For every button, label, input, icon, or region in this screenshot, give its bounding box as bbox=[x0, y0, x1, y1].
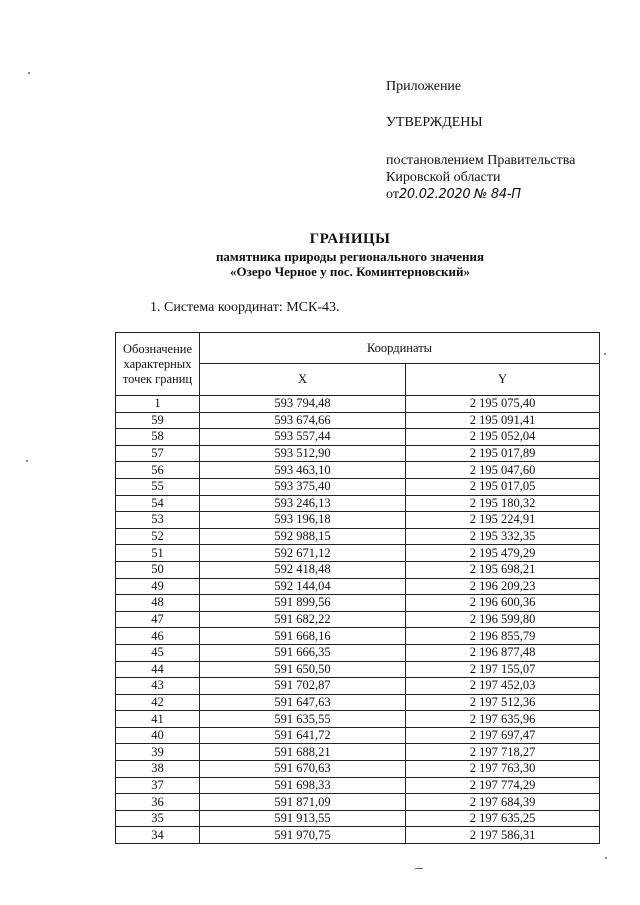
point-cell: 56 bbox=[116, 462, 200, 479]
y-cell: 2 196 209,23 bbox=[406, 578, 600, 595]
point-cell: 59 bbox=[116, 412, 200, 429]
table-row bbox=[116, 810, 600, 827]
x-cell: 591 970,75 bbox=[200, 827, 406, 844]
scan-speck bbox=[26, 460, 28, 462]
x-cell: 591 670,63 bbox=[200, 761, 406, 778]
table-row bbox=[116, 429, 600, 446]
header-x: X bbox=[200, 364, 406, 396]
point-cell: 44 bbox=[116, 661, 200, 678]
x-cell: 591 913,55 bbox=[200, 810, 406, 827]
x-cell: 591 899,56 bbox=[200, 595, 406, 612]
point-cell: 38 bbox=[116, 761, 200, 778]
point-cell: 50 bbox=[116, 561, 200, 578]
header-point: Обозначение характерных точек границ bbox=[116, 333, 200, 396]
appendix-block bbox=[386, 78, 626, 203]
title-line-2: памятника природы регионального значения bbox=[215, 249, 485, 264]
y-cell: 2 195 479,29 bbox=[406, 545, 600, 562]
table-row bbox=[116, 744, 600, 761]
x-cell: 591 647,63 bbox=[200, 694, 406, 711]
x-cell: 591 682,22 bbox=[200, 611, 406, 628]
x-cell: 592 418,48 bbox=[200, 561, 406, 578]
y-cell: 2 195 180,32 bbox=[406, 495, 600, 512]
scan-speck bbox=[415, 868, 423, 869]
table-row bbox=[116, 611, 600, 628]
y-cell: 2 195 052,04 bbox=[406, 429, 600, 446]
point-cell: 39 bbox=[116, 744, 200, 761]
y-cell: 2 196 599,80 bbox=[406, 611, 600, 628]
decree-date: 20.02.2020 bbox=[398, 187, 471, 202]
x-cell: 591 635,55 bbox=[200, 711, 406, 728]
point-cell: 49 bbox=[116, 578, 200, 595]
title-line-3: «Озеро Черное у пос. Коминтерновский» bbox=[230, 264, 470, 279]
point-cell: 46 bbox=[116, 628, 200, 645]
y-cell: 2 197 763,30 bbox=[406, 761, 600, 778]
table-row bbox=[116, 661, 600, 678]
x-cell: 593 196,18 bbox=[200, 512, 406, 529]
table-row bbox=[116, 628, 600, 645]
point-cell: 45 bbox=[116, 644, 200, 661]
y-cell: 2 197 512,36 bbox=[406, 694, 600, 711]
x-cell: 593 463,10 bbox=[200, 462, 406, 479]
table-row bbox=[116, 396, 600, 413]
decree-line-2: Кировской области bbox=[386, 170, 501, 185]
y-cell: 2 197 718,27 bbox=[406, 744, 600, 761]
table-row bbox=[116, 545, 600, 562]
table-row bbox=[116, 694, 600, 711]
y-cell: 2 197 155,07 bbox=[406, 661, 600, 678]
scan-speck bbox=[604, 353, 606, 355]
x-cell: 591 688,21 bbox=[200, 744, 406, 761]
y-cell: 2 195 017,89 bbox=[406, 445, 600, 462]
point-cell: 58 bbox=[116, 429, 200, 446]
point-cell: 34 bbox=[116, 827, 200, 844]
y-cell: 2 195 075,40 bbox=[406, 396, 600, 413]
x-cell: 591 702,87 bbox=[200, 678, 406, 695]
y-cell: 2 195 017,05 bbox=[406, 478, 600, 495]
point-cell: 37 bbox=[116, 777, 200, 794]
table-row bbox=[116, 561, 600, 578]
decree-line-1: постановлением Правительства bbox=[386, 153, 576, 168]
table-row bbox=[116, 644, 600, 661]
point-cell: 47 bbox=[116, 611, 200, 628]
point-cell: 1 bbox=[116, 396, 200, 413]
table-row bbox=[116, 495, 600, 512]
table-row bbox=[116, 595, 600, 612]
point-cell: 57 bbox=[116, 445, 200, 462]
y-cell: 2 197 635,25 bbox=[406, 810, 600, 827]
x-cell: 592 988,15 bbox=[200, 528, 406, 545]
table-row bbox=[116, 478, 600, 495]
point-cell: 36 bbox=[116, 794, 200, 811]
y-cell: 2 196 855,79 bbox=[406, 628, 600, 645]
table-row bbox=[116, 512, 600, 529]
point-cell: 53 bbox=[116, 512, 200, 529]
x-cell: 593 246,13 bbox=[200, 495, 406, 512]
decree-number: № 84-П bbox=[473, 187, 521, 202]
table-row bbox=[116, 528, 600, 545]
table-row bbox=[116, 727, 600, 744]
point-cell: 40 bbox=[116, 727, 200, 744]
title-main: ГРАНИЦЫ bbox=[309, 231, 391, 247]
x-cell: 593 794,48 bbox=[200, 396, 406, 413]
point-cell: 54 bbox=[116, 495, 200, 512]
decree-date-line bbox=[386, 186, 626, 203]
table-row bbox=[116, 412, 600, 429]
coordinate-system-label: 1. Система координат: МСК-43. bbox=[150, 300, 340, 315]
point-cell: 35 bbox=[116, 810, 200, 827]
point-cell: 42 bbox=[116, 694, 200, 711]
point-cell: 51 bbox=[116, 545, 200, 562]
x-cell: 591 668,16 bbox=[200, 628, 406, 645]
y-cell: 2 197 635,96 bbox=[406, 711, 600, 728]
table-row bbox=[116, 578, 600, 595]
x-cell: 591 698,33 bbox=[200, 777, 406, 794]
table-row bbox=[116, 462, 600, 479]
y-cell: 2 197 586,31 bbox=[406, 827, 600, 844]
coordinates-table bbox=[115, 332, 600, 844]
table-row bbox=[116, 777, 600, 794]
point-cell: 48 bbox=[116, 595, 200, 612]
table-row bbox=[116, 761, 600, 778]
y-cell: 2 197 774,29 bbox=[406, 777, 600, 794]
table-row bbox=[116, 794, 600, 811]
x-cell: 591 650,50 bbox=[200, 661, 406, 678]
point-cell: 41 bbox=[116, 711, 200, 728]
scan-speck bbox=[605, 857, 607, 859]
table-row bbox=[116, 711, 600, 728]
x-cell: 591 666,35 bbox=[200, 644, 406, 661]
y-cell: 2 195 332,35 bbox=[406, 528, 600, 545]
y-cell: 2 196 877,48 bbox=[406, 644, 600, 661]
x-cell: 591 871,09 bbox=[200, 794, 406, 811]
point-cell: 55 bbox=[116, 478, 200, 495]
date-prefix: от bbox=[386, 187, 399, 202]
y-cell: 2 197 697,47 bbox=[406, 727, 600, 744]
header-y: Y bbox=[406, 364, 600, 396]
x-cell: 592 671,12 bbox=[200, 545, 406, 562]
x-cell: 591 641,72 bbox=[200, 727, 406, 744]
y-cell: 2 196 600,36 bbox=[406, 595, 600, 612]
y-cell: 2 195 224,91 bbox=[406, 512, 600, 529]
x-cell: 593 674,66 bbox=[200, 412, 406, 429]
document-title bbox=[140, 232, 560, 279]
y-cell: 2 195 047,60 bbox=[406, 462, 600, 479]
approved-label: УТВЕРЖДЕНЫ bbox=[386, 115, 483, 130]
x-cell: 592 144,04 bbox=[200, 578, 406, 595]
scan-speck bbox=[28, 72, 30, 74]
point-cell: 52 bbox=[116, 528, 200, 545]
y-cell: 2 197 452,03 bbox=[406, 678, 600, 695]
y-cell: 2 197 684,39 bbox=[406, 794, 600, 811]
y-cell: 2 195 091,41 bbox=[406, 412, 600, 429]
table-row bbox=[116, 678, 600, 695]
header-coordinates: Координаты bbox=[200, 333, 600, 364]
x-cell: 593 512,90 bbox=[200, 445, 406, 462]
table-row bbox=[116, 827, 600, 844]
y-cell: 2 195 698,21 bbox=[406, 561, 600, 578]
appendix-label: Приложение bbox=[386, 79, 462, 94]
point-cell: 43 bbox=[116, 678, 200, 695]
x-cell: 593 557,44 bbox=[200, 429, 406, 446]
table-row bbox=[116, 445, 600, 462]
x-cell: 593 375,40 bbox=[200, 478, 406, 495]
